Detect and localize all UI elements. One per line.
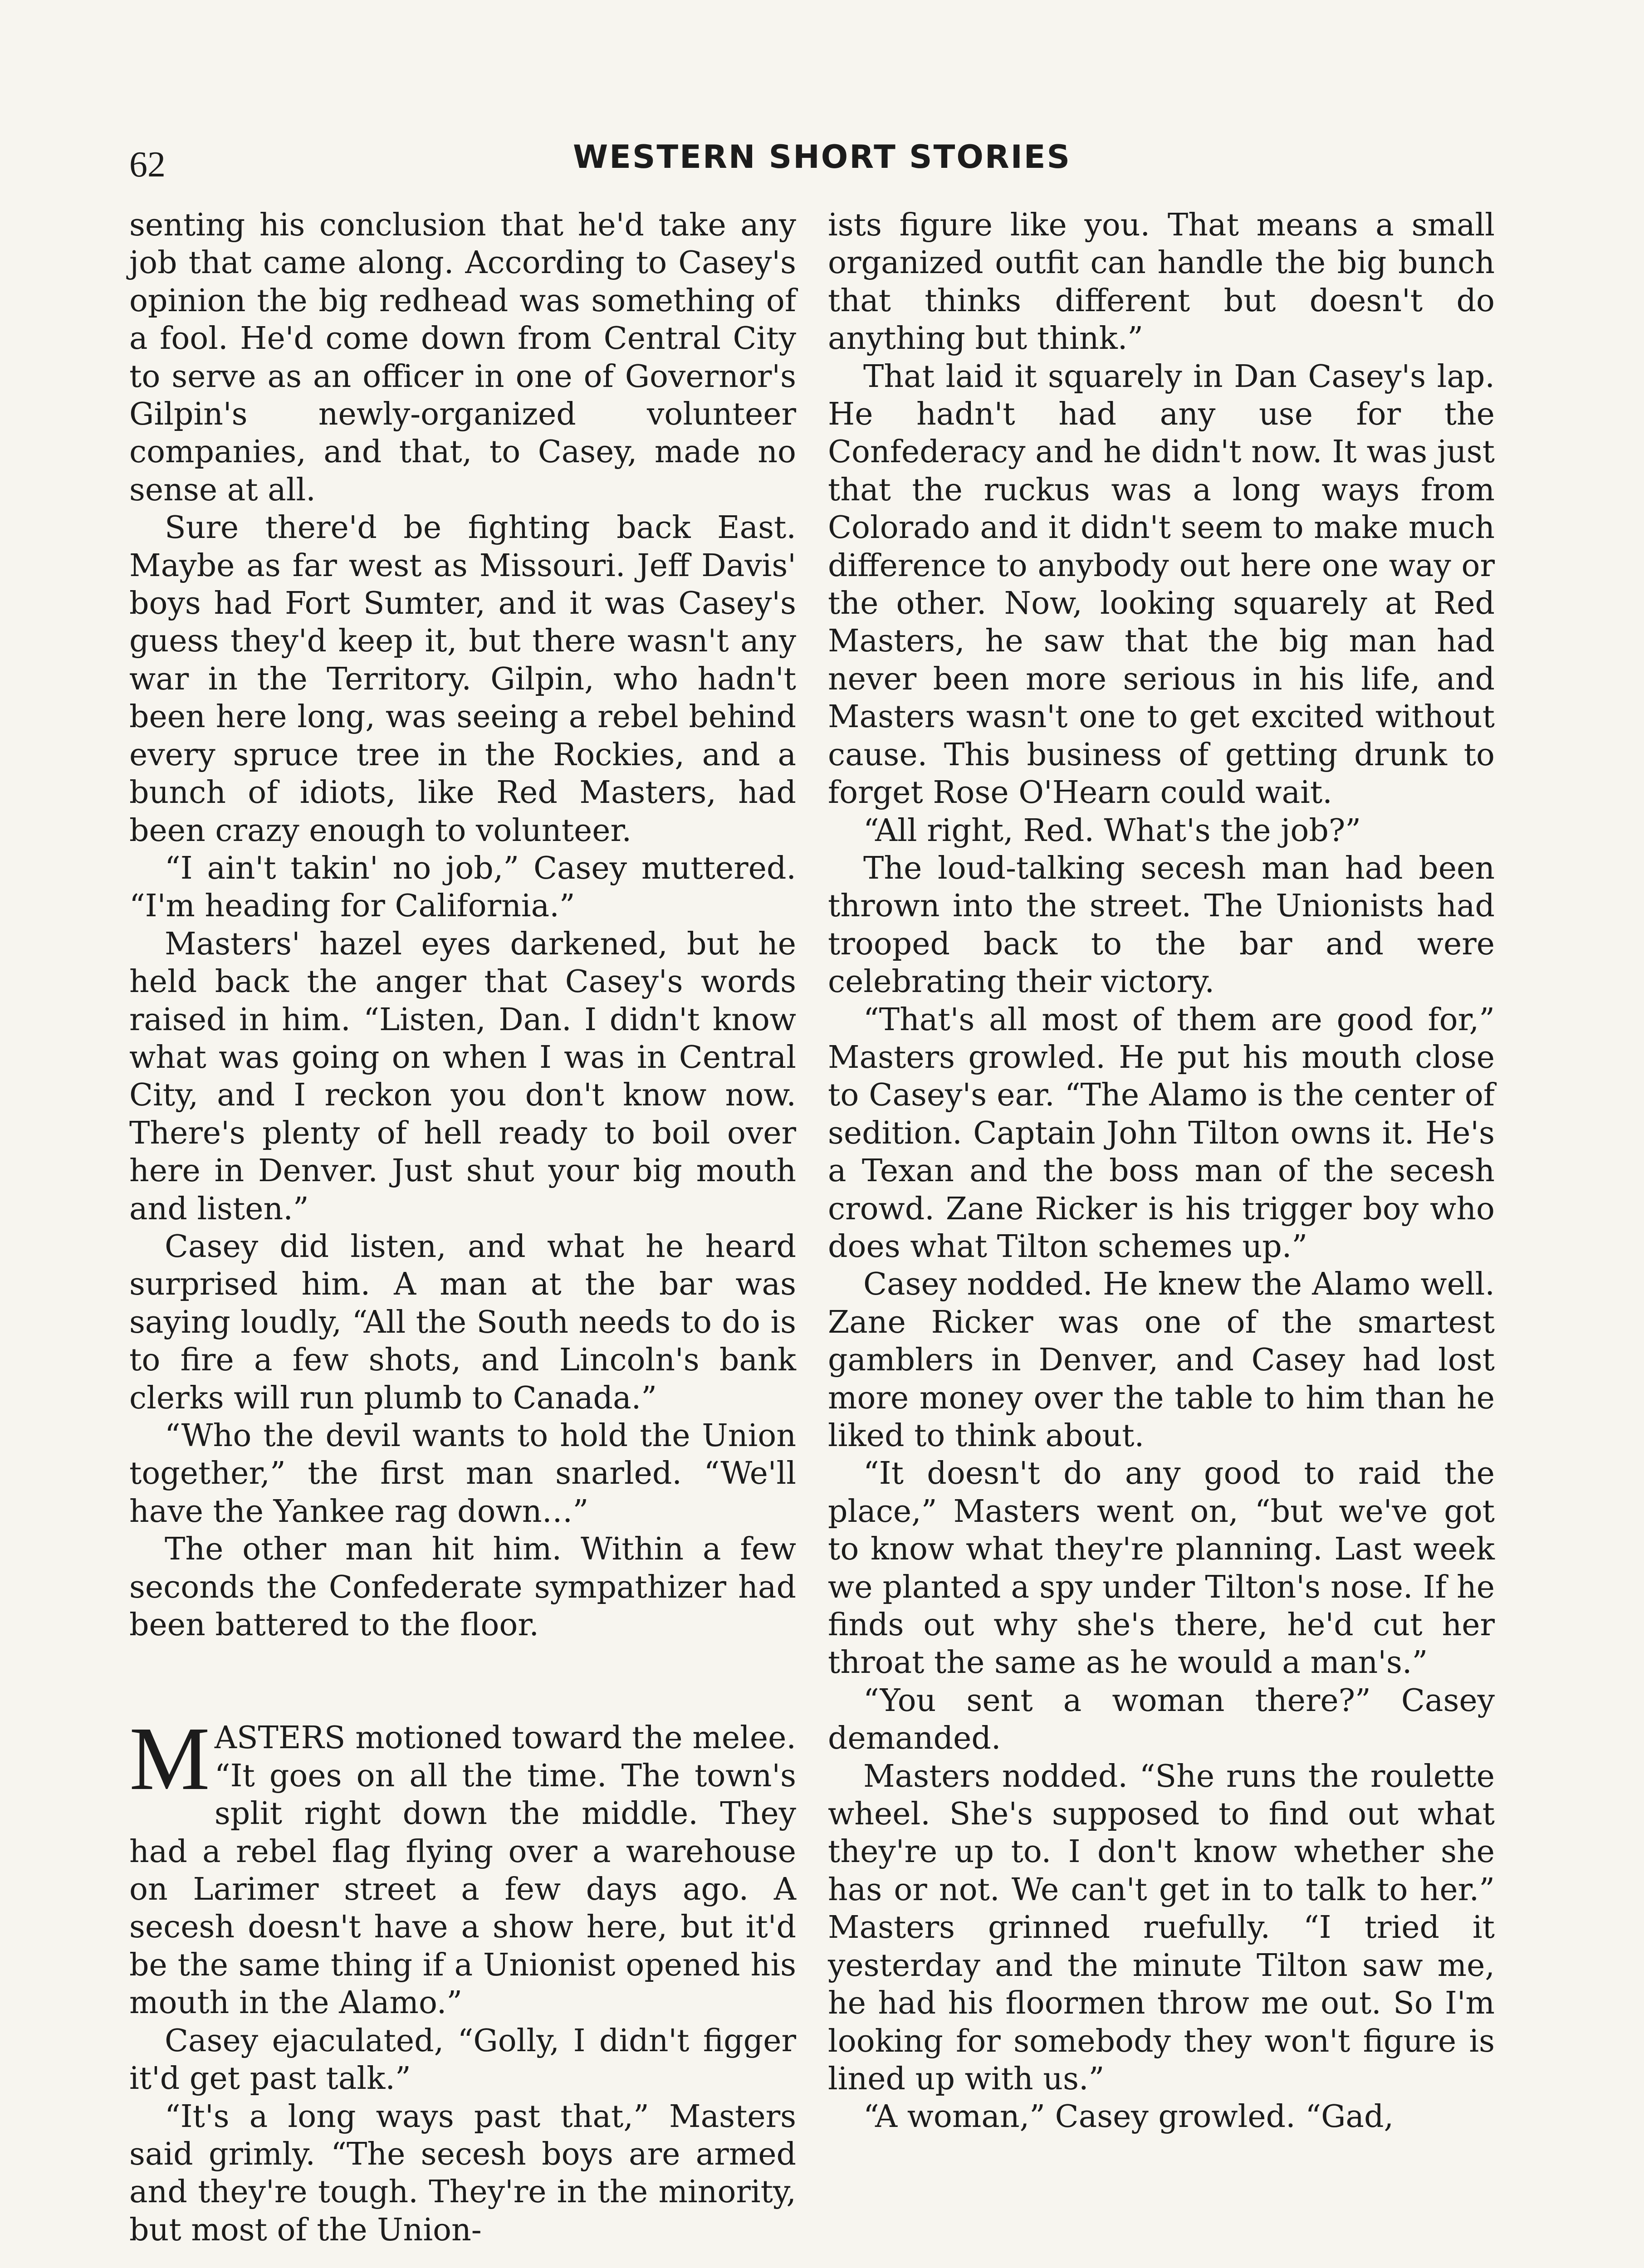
paragraph: Casey did listen, and what he heard surprised him. A man at the bar was saying loudly, “All the South needs to do is to fire a few shots, and Lincoln's bank clerks will run plumb to Canada.” (129, 1228, 796, 1416)
paragraph: The other man hit him. Within a few seconds the Confederate sympathizer had been battered to the floor. (129, 1531, 796, 1643)
paragraph: Casey ejaculated, “Golly, I didn't figger it'd get past talk.” (129, 2023, 796, 2097)
paragraph: “It doesn't do any good to raid the place,” Masters went on, “but we've got to know what they're planning. Last week we planted a spy under Tilton's nose. If he finds out why she's there, he'd cut her throat the same as he would a man's.” (828, 1456, 1495, 1681)
paragraph: “All right, Red. What's the job?” (863, 812, 1361, 849)
paragraph: “Who the devil wants to hold the Union together,” the first man snarled. “We'll have the Yankee rag down…” (129, 1418, 796, 1530)
drop-cap-rest: ASTERS motioned toward the (214, 1720, 683, 1756)
page-number: 62 (129, 145, 166, 185)
paragraph: senting his conclusion that he'd take any job that came along. According to Casey's opinion the big redhead was something of a fool. He'd come down from Central City to serve as an officer in one of Governor's Gilpin's newly-organized volunteer companies, and that, to Casey, made no sense at all. (129, 207, 796, 508)
right-column (828, 206, 1495, 2136)
paragraph: “It's a long ways past that,” Masters said grimly. “The secesh boys are armed and they're tough. They're in the minority, but most of the Union- (129, 2098, 796, 2248)
paragraph: “A woman,” Casey growled. “Gad, (863, 2099, 1394, 2135)
running-head: WESTERN SHORT STORIES (572, 138, 1072, 176)
paragraph: That laid it squarely in Dan Casey's lap. He hadn't had any use for the Confederacy and he didn't now. It was just that the ruckus was a long ways from Colorado and it didn't seem to make much difference to anybody out here one way or the other. Now, looking squarely at Red Masters, he saw that the big man had never been more serious in his life, and Masters wasn't one to get excited without cause. This business of getting drunk to forget Rose O'Hearn could wait. (828, 358, 1495, 811)
paragraph: “I ain't takin' no job,” Casey muttered. “I'm heading for California.” (129, 850, 796, 924)
paragraph: Masters nodded. “She runs the roulette wheel. She's supposed to find out what they're up to. I don't know whether she has or not. We can't get in to talk to her.” Masters grinned ruefully. “I tried it yesterday and the minute Tilton saw me, he had his floormen throw me out. So I'm looking for somebody they won't figure is lined up with us.” (828, 1758, 1495, 2097)
section-opening-paragraph (129, 1709, 796, 2022)
paragraph: Masters' hazel eyes darkened, but he held back the anger that Casey's words raised in him. “Listen, Dan. I didn't know what was going on when I was in Central City, and I reckon you don't know now. There's plenty of hell ready to boil over here in Denver. Just shut your big mouth and listen.” (129, 926, 796, 1227)
drop-cap: M (129, 1709, 210, 1809)
paragraph: The loud-talking secesh man had been thrown into the street. The Unionists had trooped back to the bar and were celebrating their victory. (828, 850, 1495, 1000)
paragraph-text: melee. “It goes on all the time. The town's split right down the middle. They had a rebel flag flying over a warehouse on Larimer street a few days ago. A secesh doesn't have a show here, but it'd be the same thing if a Unionist opened his mouth in the Alamo.” (129, 1720, 796, 2021)
paragraph: “You sent a woman there?” Casey demanded. (828, 1682, 1495, 1757)
paragraph: ists figure like you. That means a small organized outfit can handle the big bunch that thinks different but doesn't do anything but think.” (828, 207, 1495, 357)
paragraph: Casey nodded. He knew the Alamo well. Zane Ricker was one of the smartest gamblers in Denver, and Casey had lost more money over the table to him than he liked to think about. (828, 1266, 1495, 1454)
paragraph: “That's all most of them are good for,” Masters growled. He put his mouth close to Casey's ear. “The Alamo is the center of sedition. Captain John Tilton owns it. He's a Texan and the boss man of the secesh crowd. Zane Ricker is his trigger boy who does what Tilton schemes up.” (828, 1002, 1495, 1265)
paragraph: Sure there'd be fighting back East. Maybe as far west as Missouri. Jeff Davis' boys had Fort Sumter, and it was Casey's guess they'd keep it, but there wasn't any war in the Territory. Gilpin, who hadn't been here long, was seeing a rebel behind every spruce tree in the Rockies, and a bunch of idiots, like Red Masters, had been crazy enough to volunteer. (129, 510, 796, 849)
left-column (129, 206, 796, 2249)
